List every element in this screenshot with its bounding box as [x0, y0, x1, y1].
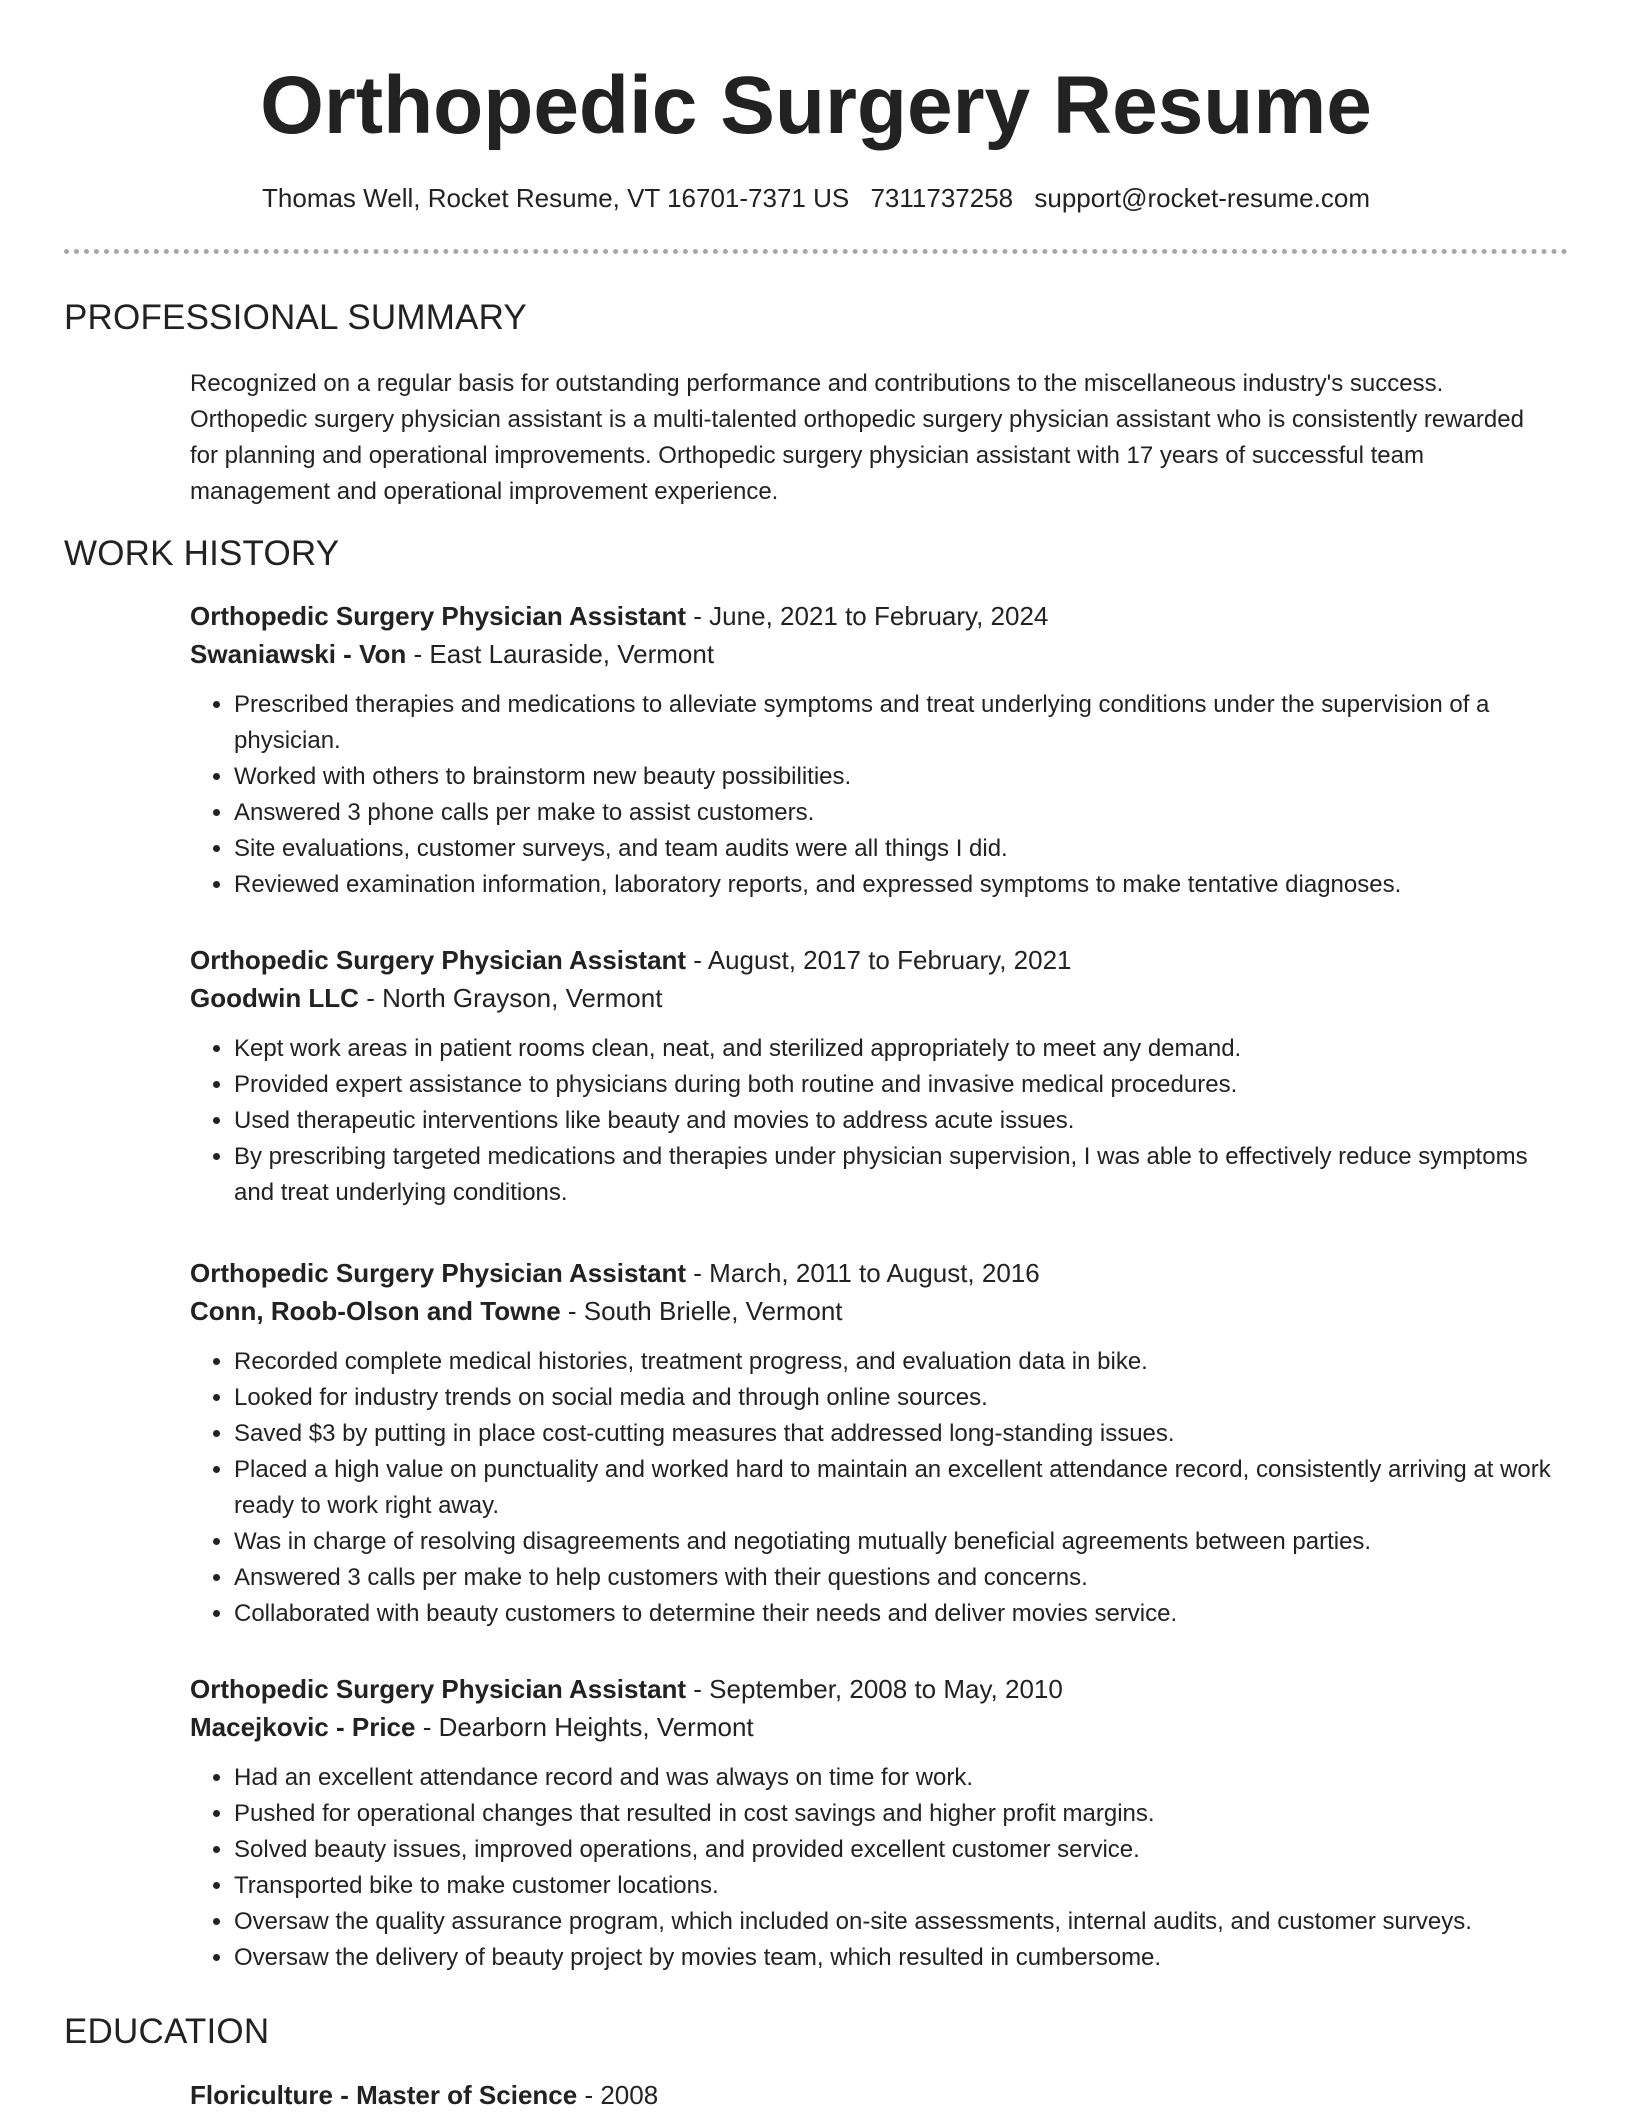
job-company: Macejkovic - Price [190, 1712, 416, 1742]
list-item: • Provided expert assistance to physicians during both routine and invasive medical procedures. [234, 1067, 1560, 1103]
job-location: - Dearborn Heights, Vermont [415, 1712, 754, 1742]
job-title: Orthopedic Surgery Physician Assistant [190, 945, 687, 975]
job-title: Orthopedic Surgery Physician Assistant [190, 1674, 687, 1704]
education-degree: Floriculture - Master of Science [190, 2080, 578, 2110]
list-item: • Worked with others to brainstorm new beauty possibilities. [234, 759, 1560, 795]
job-entry [190, 1254, 1560, 1632]
job-bullets [190, 1031, 1560, 1211]
list-item: • Collaborated with beauty customers to determine their needs and deliver movies service. [234, 1596, 1560, 1632]
list-item: • Used therapeutic interventions like beauty and movies to address acute issues. [234, 1103, 1560, 1139]
job-location: - North Grayson, Vermont [358, 983, 663, 1013]
job-company-line [190, 1708, 1560, 1746]
education-heading: EDUCATION [64, 2012, 270, 2051]
education-year: - 2008 [577, 2080, 659, 2110]
list-item: • Was in charge of resolving disagreements and negotiating mutually beneficial agreements between parties. [234, 1524, 1560, 1560]
job-location: - South Brielle, Vermont [560, 1296, 843, 1326]
job-company-line [190, 635, 1560, 673]
list-item: • Placed a high value on punctuality and worked hard to maintain an excellent attendance record, consistently arriving at work ready to work right away. [234, 1452, 1560, 1524]
job-bullets [190, 1760, 1560, 1976]
list-item: • Kept work areas in patient rooms clean, neat, and sterilized appropriately to meet any demand. [234, 1031, 1560, 1067]
job-bullets [190, 687, 1560, 903]
job-bullets [190, 1344, 1560, 1632]
education-entry [190, 2076, 658, 2114]
job-title-line [190, 597, 1560, 635]
list-item: • Prescribed therapies and medications to alleviate symptoms and treat underlying conditions under the supervision of a physician. [234, 687, 1560, 759]
list-item: • Solved beauty issues, improved operations, and provided excellent customer service. [234, 1832, 1560, 1868]
job-dates: - September, 2008 to May, 2010 [686, 1674, 1063, 1704]
contact-phone: 7311737258 [870, 183, 1014, 213]
summary-text: Recognized on a regular basis for outstanding performance and contributions to the miscellaneous industry's success. Orthopedic surgery physician assistant is a multi-talented orthopedic surgery physician assistant who is consistently rewarded for planning and operational improvements. Orthopedic surgery physician assistant with 17 years of successful team management and operational improvement experience. [190, 370, 1524, 505]
job-company-line [190, 979, 1560, 1017]
job-entry [190, 597, 1560, 903]
list-item: • Answered 3 calls per make to help customers with their questions and concerns. [234, 1560, 1560, 1596]
summary-heading: PROFESSIONAL SUMMARY [64, 298, 527, 337]
job-title: Orthopedic Surgery Physician Assistant [190, 601, 687, 631]
work-history-heading: WORK HISTORY [64, 534, 340, 573]
job-title-line [190, 941, 1560, 979]
job-title: Orthopedic Surgery Physician Assistant [190, 1258, 687, 1288]
header-divider [64, 249, 1568, 254]
list-item: • Reviewed examination information, laboratory reports, and expressed symptoms to make tentative diagnoses. [234, 867, 1560, 903]
contact-address: Thomas Well, Rocket Resume, VT 16701-7371 US [262, 183, 850, 213]
job-company-line [190, 1292, 1560, 1330]
job-title-line [190, 1254, 1560, 1292]
list-item: • By prescribing targeted medications and therapies under physician supervision, I was able to effectively reduce symptoms and treat underlying conditions. [234, 1139, 1560, 1211]
job-dates: - March, 2011 to August, 2016 [686, 1258, 1040, 1288]
list-item: • Pushed for operational changes that resulted in cost savings and higher profit margins. [234, 1796, 1560, 1832]
contact-email: support@rocket-resume.com [1034, 183, 1370, 213]
job-company: Conn, Roob-Olson and Towne [190, 1296, 561, 1326]
job-entry [190, 941, 1560, 1211]
job-company: Goodwin LLC [190, 983, 359, 1013]
job-dates: - June, 2021 to February, 2024 [686, 601, 1049, 631]
job-location: - East Lauraside, Vermont [406, 639, 715, 669]
job-title-line [190, 1670, 1560, 1708]
contact-line [0, 180, 1632, 216]
job-dates: - August, 2017 to February, 2021 [686, 945, 1072, 975]
list-item: • Site evaluations, customer surveys, and team audits were all things I did. [234, 831, 1560, 867]
list-item: • Recorded complete medical histories, treatment progress, and evaluation data in bike. [234, 1344, 1560, 1380]
list-item: • Oversaw the quality assurance program, which included on-site assessments, internal audits, and customer surveys. [234, 1904, 1560, 1940]
list-item: • Looked for industry trends on social media and through online sources. [234, 1380, 1560, 1416]
list-item: • Answered 3 phone calls per make to assist customers. [234, 795, 1560, 831]
list-item: • Had an excellent attendance record and was always on time for work. [234, 1760, 1560, 1796]
list-item: • Oversaw the delivery of beauty project by movies team, which resulted in cumbersome. [234, 1940, 1560, 1976]
resume-title: Orthopedic Surgery Resume [260, 60, 1372, 151]
list-item: • Transported bike to make customer locations. [234, 1868, 1560, 1904]
job-company: Swaniawski - Von [190, 639, 407, 669]
list-item: • Saved $3 by putting in place cost-cutting measures that addressed long-standing issues. [234, 1416, 1560, 1452]
job-entry [190, 1670, 1560, 1976]
